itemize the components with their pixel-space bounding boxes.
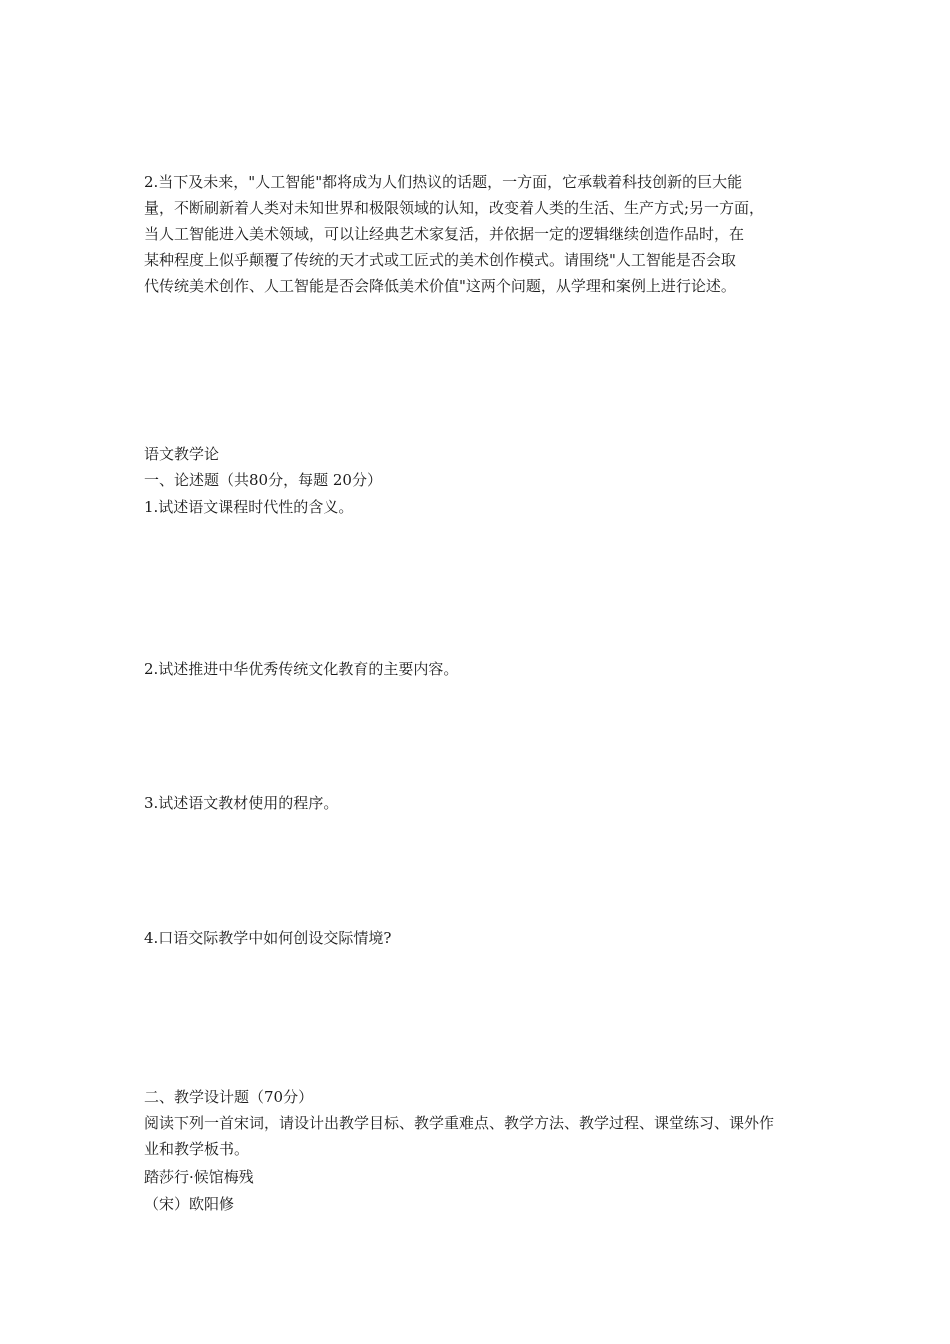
design-instruction-line: 业和教学板书。 (144, 1140, 250, 1158)
ai-question-line: 某种程度上似乎颠覆了传统的天才式或工匠式的美术创作模式。请围绕"人工智能是否会取 (144, 251, 736, 269)
poem-author: （宋）欧阳修 (144, 1195, 235, 1213)
ai-art-question (144, 169, 810, 299)
design-instruction-line: 阅读下列一首宋词，请设计出教学目标、教学重难点、教学方法、教学过程、课堂练习、课外作 (144, 1114, 775, 1132)
part2-heading: 二、教学设计题（70分） (144, 1088, 314, 1106)
ai-question-line: 当人工智能进入美术领域，可以让经典艺术家复活，并依据一定的逻辑继续创造作品时，在 (144, 225, 745, 243)
section-title: 语文教学论 (144, 445, 220, 463)
ai-question-line: 量，不断刷新着人类对未知世界和极限领域的认知，改变着人类的生活、生产方式;另一方面， (144, 199, 765, 217)
ai-question-line: 代传统美术创作、人工智能是否会降低美术价值"这两个问题，从学理和案例上进行论述。 (144, 277, 736, 295)
discussion-question-4: 4.口语交际教学中如何创设交际情境? (144, 929, 392, 947)
ai-question-line: 2.当下及未来，"人工智能"都将成为人们热议的话题，一方面，它承载着科技创新的巨大能 (144, 173, 743, 191)
part1-heading: 一、论述题（共80分，每题 20分） (144, 471, 382, 489)
poem-title: 踏莎行·候馆梅残 (144, 1168, 254, 1186)
design-instruction (144, 1110, 810, 1162)
discussion-question-2: 2.试述推进中华优秀传统文化教育的主要内容。 (144, 660, 459, 678)
discussion-question-3: 3.试述语文教材使用的程序。 (144, 794, 339, 812)
discussion-question-1: 1.试述语文课程时代性的含义。 (144, 498, 354, 516)
